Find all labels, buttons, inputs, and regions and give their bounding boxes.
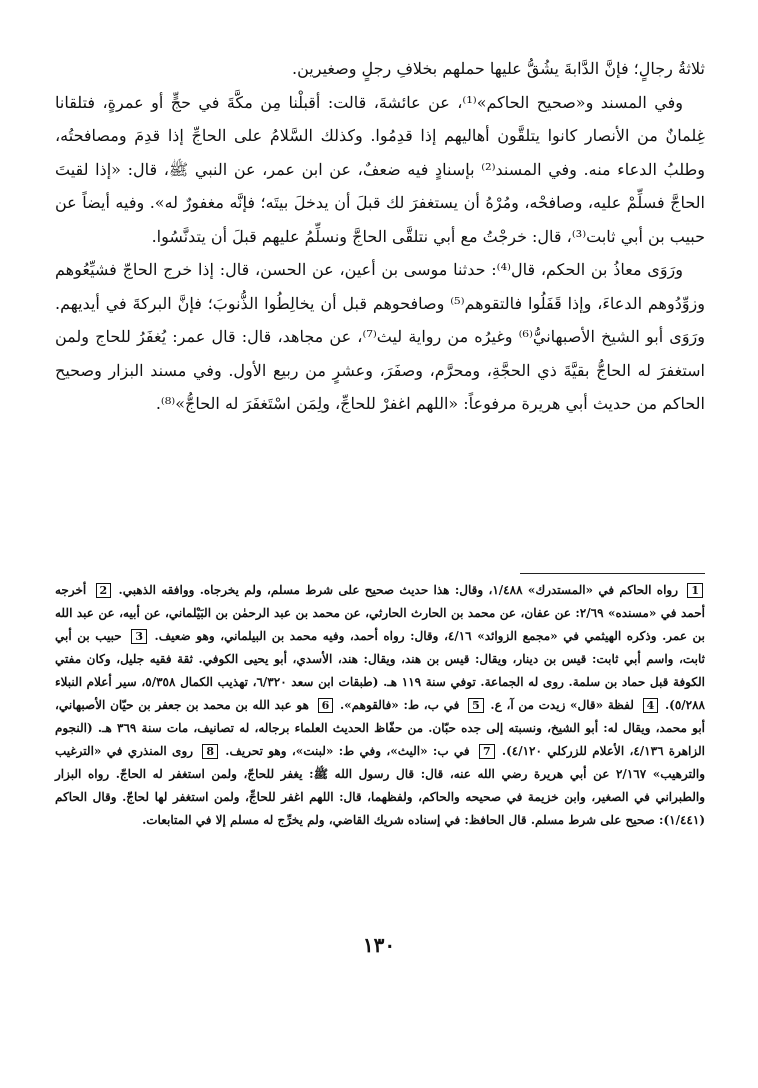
footnote-number: 1 bbox=[687, 583, 703, 598]
footnote-divider bbox=[520, 573, 705, 574]
footnote-number: 2 bbox=[96, 583, 112, 598]
footnote-text: أخرجه أحمد في «مسنده» ٢/٦٩: عن عفان، عن محمد بن الحارث الحارثي، عن محمد بن عبد الرحمٰن بن البَيْلماني، عن أبيه، عن عبد الله بن عمر. وذكره الهيثمي في «مجمع الزوائد» ٤/١٦، وقال: رواه أحمد، وفيه محمد بن البيلماني، وهو ضعيف. bbox=[55, 583, 706, 643]
footnote-number: 6 bbox=[318, 698, 334, 713]
footnote-text: روى المنذري في «الترغيب والترهيب» ٢/١٦٧ عن أبي هريرة رضي الله عنه، قال: قال رسول الله ﷺ: يغفر للحاجّ، ولمن استغفر له الحاجّ. رواه البزار والطبراني في الصغير، وابن خزيمة في صحيحه والحاكم، ولفظهما، قال: اللهم اغفر للحاجِّ، ولمن استغفر لها لحاجّ. وقال الحاكم (١/٤٤١): صحيح على شرط مسلم. قال الحافظ: في إسناده شريك القاضي، ولم يخرِّج له مسلم إلا في المتابعات. bbox=[55, 744, 706, 827]
main-text bbox=[55, 52, 705, 421]
footnotes bbox=[55, 579, 705, 832]
footnote-number: 7 bbox=[479, 744, 495, 759]
footnote-text: رواه الحاكم في «المستدرك» ١/٤٨٨، وقال: هذا حديث صحيح على شرط مسلم، ولم يخرجاه. ووافقه الذهبي. bbox=[118, 583, 679, 597]
footnote-text: في ب، ط: «فالقوهم». bbox=[340, 698, 460, 712]
paragraph-3: ورَوَى معاذُ بن الحكم، قال⁽⁴⁾: حدثنا موسى بن أعين، عن الحسن، قال: إذا خرج الحاجّ فشيِّعُوهم وزوِّدُوهم الدعاءَ، وإذا قَفَلُوا فالتقوهم⁽⁵⁾ وصافحوهم قبل أن يخالِطُوا الذُّنوبَ؛ فإنَّ البركةَ في أيديهم. ورَوَى أبو الشيخ الأصبهانيُّ⁽⁶⁾ وغيرُه من رواية ليث⁽⁷⁾، عن مجاهد، قال: قال عمر: يُغفَرُ للحاج ولمن استغفرَ له الحاجُّ بقيَّةَ ذي الحجَّةِ، ومحرَّم، وصفَرَ، وعشرٍ من ربيع الأول. وفي مسند البزار وصحيح الحاكم من حديث أبي هريرة مرفوعاً: «اللهم اغفرْ للحاجِّ، ولِمَن اسْتَغفَرَ له الحاجُّ»⁽⁸⁾. bbox=[55, 260, 706, 413]
footnote-number: 4 bbox=[643, 698, 659, 713]
footnote-block bbox=[55, 579, 705, 832]
page-number: ١٣٠ bbox=[362, 933, 396, 957]
footnote-text: هو عبد الله بن محمد بن جعفر بن حيّان الأصبهاني، أبو محمد، ويقال له: أبو الشيخ، ونسبته إلى جده حبّان. من حفّاظ الحديث العلماء برجاله، له تصانيف، مات سنة ٣٦٩ هـ. (النجوم الزاهرة ٤/١٣٦، الأعلام للزركلي ٤/١٢٠). bbox=[55, 698, 706, 758]
footnote-number: 5 bbox=[468, 698, 484, 713]
footnote-number: 8 bbox=[202, 744, 218, 759]
book-page bbox=[55, 52, 706, 827]
footnote-text: حبيب بن أبي ثابت، واسم أبي ثابت: قيس بن دينار، ويقال: قيس بن هند، ويقال: هند، الأسدي، أبو يحيى الكوفي. ثقة فقيه جليل، وكان مفتي الكوفة قبل حماد بن سلمة. روى له الجماعة. توفي سنة ١١٩ هـ. (طبقات ابن سعد ٦/٣٢٠، تهذيب الكمال ٥/٣٥٨، سير أعلام النبلاء ٥/٢٨٨). bbox=[55, 629, 705, 712]
footnote-text: في ب: «اليث»، وفي ط: «لبنت»، وهو تحريف. bbox=[225, 744, 470, 758]
paragraph-1: ثلاثةُ رجالٍ؛ فإنَّ الدَّابةَ يشُقُّ عليها حملهم بخلافِ رجلٍ وصغيرين. bbox=[292, 59, 705, 78]
paragraph-2: وفي المسند و«صحيح الحاكم»⁽¹⁾، عن عائشةَ، قالت: أقبلْنا مِن مكَّةَ في حجٍّ أو عمرةٍ، فتلقانا غِلمانٌ من الأنصار كانوا يتلقَّون أهاليهم إذا قدِمُوا. وكذلك السَّلامُ على الحاجِّ إذا قدِمَ ومصافحتُه، وطلبُ الدعاء منه. وفي المسند⁽²⁾ بإسنادٍ فيه ضعفٌ، عن ابن عمر، عن النبي ﷺ، قال: «إذا لقيتَ الحاجَّ فسلِّمْ عليه، وصافحْه، ومُرْهُ أن يستغفرَ لك قبلَ أن يدخلَ بيتَه؛ فإنَّه مغفورٌ له». وفيه أيضاً عن حبيب بن أبي ثابت⁽³⁾، قال: خرجْتُ مع أبي نتلقَّى الحاجَّ ونسلِّمُ عليهم قبلَ أن يتدنَّسُوا. bbox=[55, 92, 706, 246]
footnote-text: لفظة «قال» زيدت من آ، ع. bbox=[490, 698, 634, 712]
footnote-number: 3 bbox=[131, 629, 147, 644]
